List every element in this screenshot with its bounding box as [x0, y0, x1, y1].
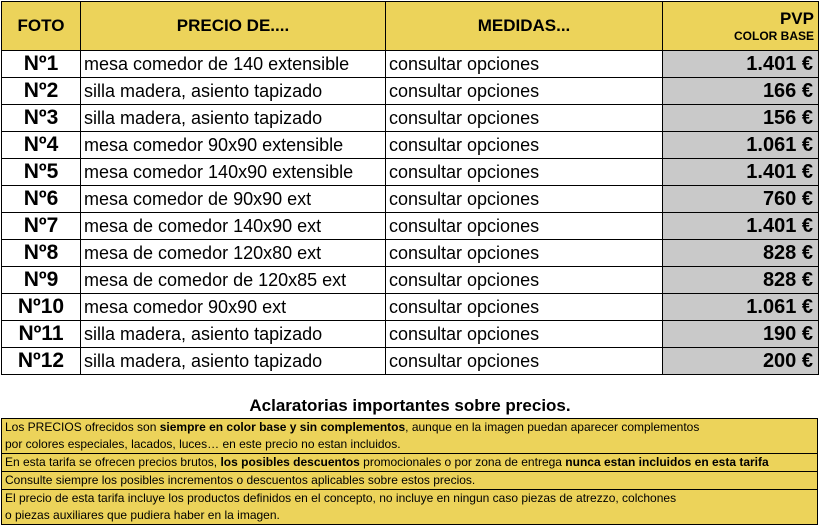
note-consulte	[2, 472, 817, 490]
item-description: silla madera, asiento tapizado	[81, 78, 386, 105]
item-price: 1.401 €	[663, 51, 819, 78]
item-price: 190 €	[663, 321, 819, 348]
table-row	[2, 105, 819, 132]
item-price: 1.061 €	[663, 132, 819, 159]
table-row	[2, 348, 819, 375]
item-number: Nº1	[2, 51, 81, 78]
header-foto: FOTO	[2, 2, 81, 51]
item-price: 1.061 €	[663, 294, 819, 321]
item-price: 828 €	[663, 267, 819, 294]
item-description: silla madera, asiento tapizado	[81, 105, 386, 132]
item-description: mesa de comedor 120x80 ext	[81, 240, 386, 267]
item-measures: consultar opciones	[386, 186, 663, 213]
item-description: mesa comedor de 90x90 ext	[81, 186, 386, 213]
table-row	[2, 78, 819, 105]
item-measures: consultar opciones	[386, 78, 663, 105]
item-measures: consultar opciones	[386, 321, 663, 348]
note-incluye	[2, 490, 817, 524]
item-measures: consultar opciones	[386, 132, 663, 159]
header-medidas: MEDIDAS...	[386, 2, 663, 51]
table-row	[2, 159, 819, 186]
note-line: por colores especiales, lacados, luces… en este precio no estan incluidos.	[5, 437, 401, 451]
item-number: Nº6	[2, 186, 81, 213]
item-measures: consultar opciones	[386, 294, 663, 321]
item-price: 166 €	[663, 78, 819, 105]
item-price: 760 €	[663, 186, 819, 213]
item-number: Nº2	[2, 78, 81, 105]
note-line: En esta tarifa se ofrecen precios brutos, los posibles descuentos promocionales o por zona de entrega nunca estan incluidos en esta tarifa	[5, 455, 769, 469]
item-description: silla madera, asiento tapizado	[81, 321, 386, 348]
item-number: Nº3	[2, 105, 81, 132]
price-table	[1, 1, 819, 375]
item-measures: consultar opciones	[386, 240, 663, 267]
item-measures: consultar opciones	[386, 105, 663, 132]
note-line: Los PRECIOS ofrecidos son siempre en color base y sin complementos, aunque en la imagen puedan aparecer complementos	[5, 420, 700, 434]
header-pvp	[663, 2, 819, 51]
item-number: Nº4	[2, 132, 81, 159]
note-descuentos	[2, 454, 817, 472]
item-price: 156 €	[663, 105, 819, 132]
notes-title: Aclaratorias importantes sobre precios.	[249, 396, 571, 415]
item-measures: consultar opciones	[386, 159, 663, 186]
item-number: Nº5	[2, 159, 81, 186]
table-row	[2, 294, 819, 321]
item-description: mesa de comedor de 120x85 ext	[81, 267, 386, 294]
item-description: mesa comedor 90x90 ext	[81, 294, 386, 321]
table-row	[2, 186, 819, 213]
item-measures: consultar opciones	[386, 213, 663, 240]
notes-box	[1, 418, 818, 525]
item-number: Nº12	[2, 348, 81, 375]
item-number: Nº7	[2, 213, 81, 240]
item-description: silla madera, asiento tapizado	[81, 348, 386, 375]
item-description: mesa comedor 90x90 extensible	[81, 132, 386, 159]
item-description: mesa comedor de 140 extensible	[81, 51, 386, 78]
item-number: Nº9	[2, 267, 81, 294]
item-description: mesa comedor 140x90 extensible	[81, 159, 386, 186]
table-row	[2, 321, 819, 348]
table-row	[2, 213, 819, 240]
table-header-row	[2, 2, 819, 51]
item-number: Nº8	[2, 240, 81, 267]
item-description: mesa de comedor 140x90 ext	[81, 213, 386, 240]
header-pvp-label: PVP	[779, 8, 814, 28]
header-precio: PRECIO DE....	[81, 2, 386, 51]
item-number: Nº11	[2, 321, 81, 348]
header-pvp-sublabel: COLOR BASE	[733, 29, 814, 44]
item-price: 1.401 €	[663, 213, 819, 240]
note-line: o piezas auxiliares que pudiera haber en la imagen.	[5, 508, 280, 522]
note-line: El precio de esta tarifa incluye los productos definidos en el concepto, no incluye en ningun caso piezas de atrezzo, colchones	[5, 491, 677, 505]
table-row	[2, 132, 819, 159]
item-measures: consultar opciones	[386, 51, 663, 78]
item-price: 1.401 €	[663, 159, 819, 186]
item-price: 200 €	[663, 348, 819, 375]
item-measures: consultar opciones	[386, 348, 663, 375]
table-row	[2, 240, 819, 267]
item-measures: consultar opciones	[386, 267, 663, 294]
note-line: Consulte siempre los posibles incrementos o descuentos aplicables sobre estos precios.	[5, 473, 476, 487]
note-color-base	[2, 419, 817, 454]
item-number: Nº10	[2, 294, 81, 321]
table-row	[2, 267, 819, 294]
item-price: 828 €	[663, 240, 819, 267]
table-row	[2, 51, 819, 78]
